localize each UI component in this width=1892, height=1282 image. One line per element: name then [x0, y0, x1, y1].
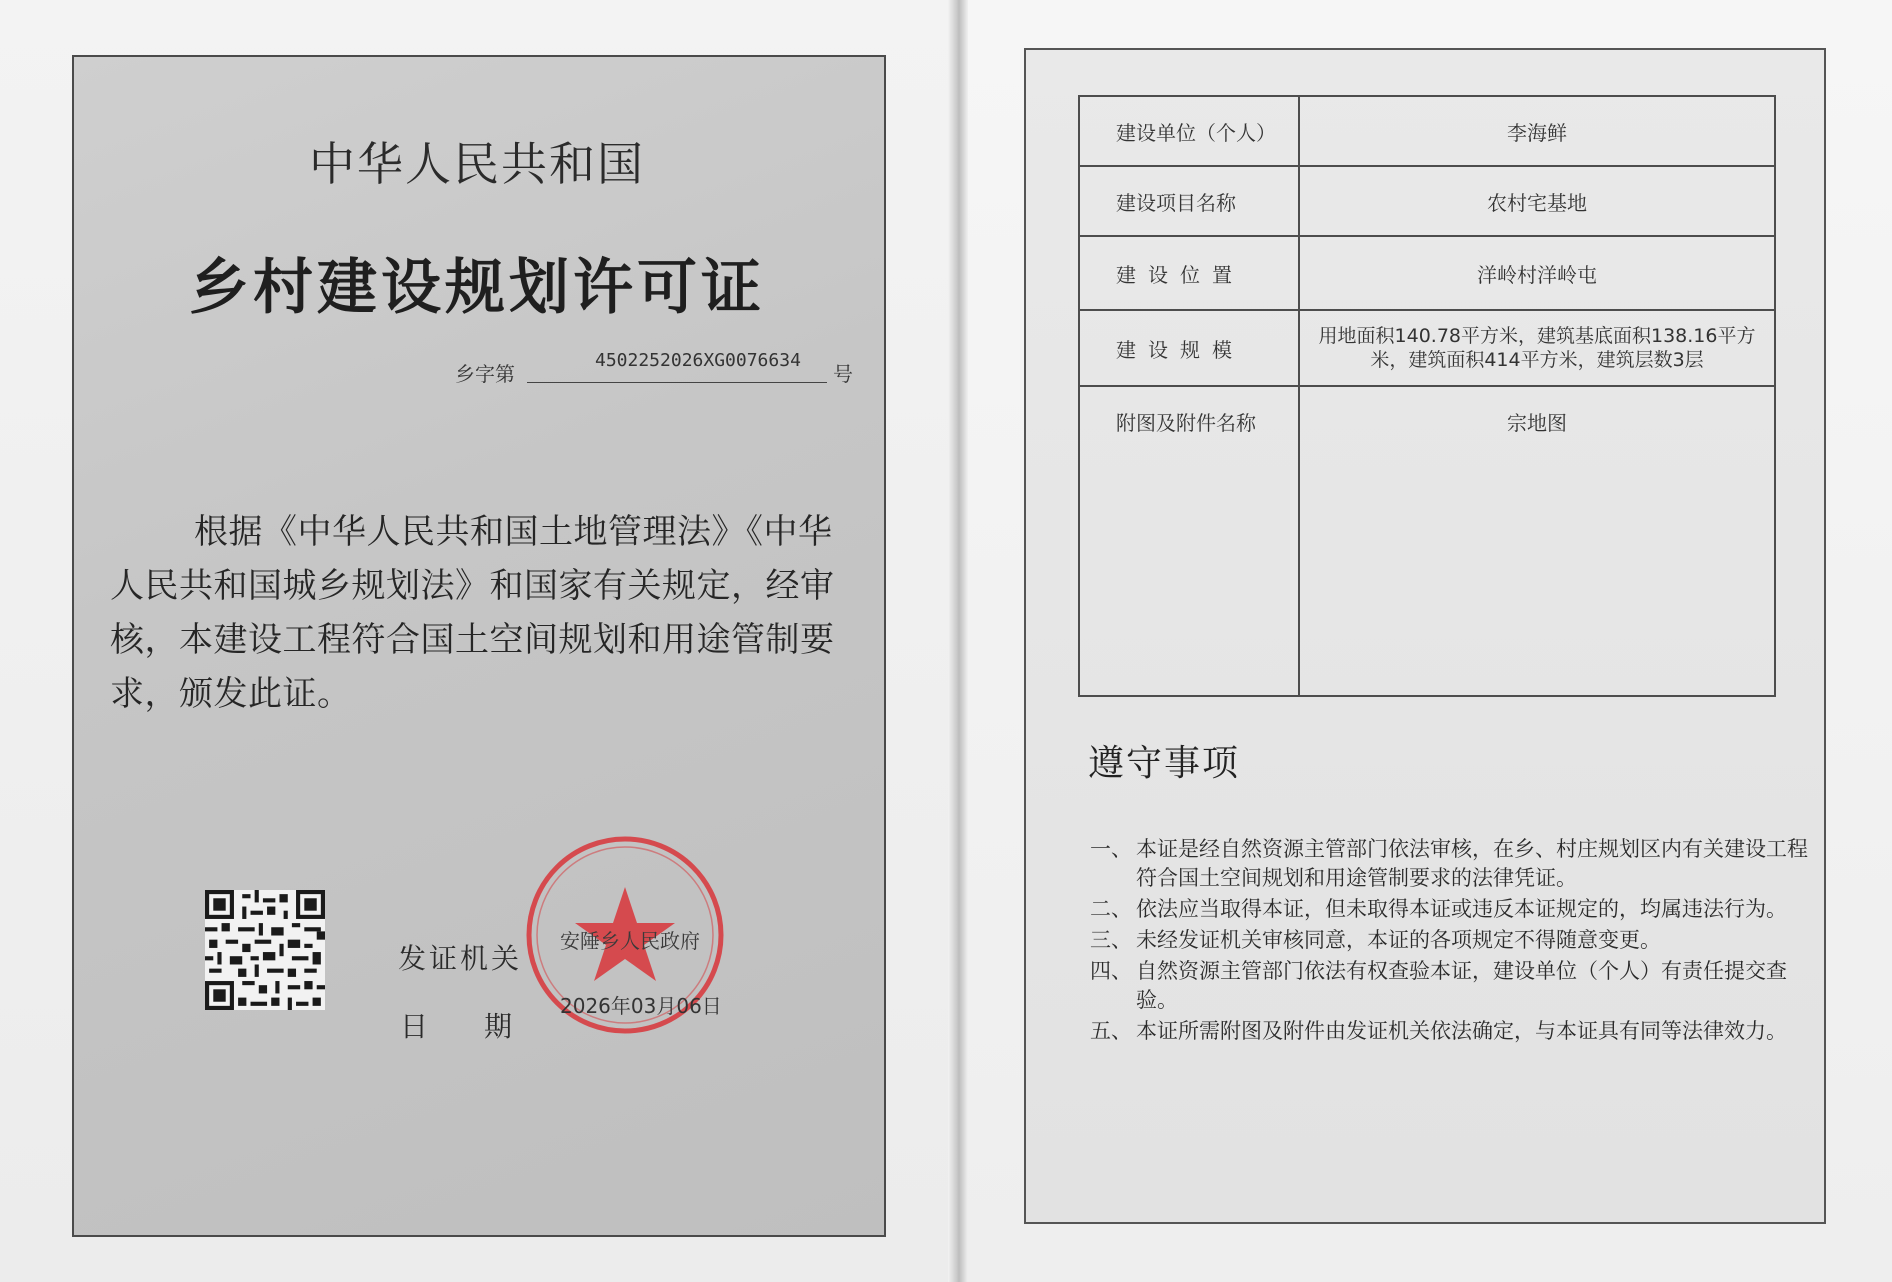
rule-number: 五、 [1090, 1019, 1132, 1043]
list-item [1090, 1017, 1810, 1046]
row-label: 建设项目名称 [1079, 166, 1299, 236]
rule-number: 一、 [1090, 837, 1132, 861]
qr-code-icon [205, 890, 325, 1010]
rule-number: 二、 [1090, 897, 1132, 921]
list-item [1090, 895, 1810, 924]
table-row [1079, 386, 1775, 696]
number-underline [527, 382, 827, 383]
number-prefix: 乡字第 [455, 362, 515, 386]
rule-text: 依法应当取得本证，但未取得本证或违反本证规定的，均属违法行为。 [1136, 897, 1787, 921]
row-label: 建设单位（个人） [1079, 96, 1299, 166]
row-label: 建设规模 [1079, 310, 1299, 386]
row-label: 建设位置 [1079, 236, 1299, 310]
rules-list [1090, 835, 1810, 1048]
row-value: 宗地图 [1299, 386, 1775, 696]
row-value: 洋岭村洋岭屯 [1299, 236, 1775, 310]
table-row [1079, 96, 1775, 166]
date-label: 日 期 [400, 1010, 513, 1043]
rules-title: 遵守事项 [1088, 743, 1241, 784]
issuer-name: 安陲乡人民政府 [560, 929, 700, 953]
certificate-number: 4502252026XG0076634 [595, 350, 801, 371]
rule-number: 三、 [1090, 928, 1132, 952]
rule-text: 本证是经自然资源主管部门依法审核，在乡、村庄规划区内有关建设工程符合国土空间规划和用途管制要求的法律凭证。 [1136, 837, 1808, 890]
issuer-label: 发证机关 [398, 942, 523, 975]
list-item [1090, 926, 1810, 955]
table-row [1079, 310, 1775, 386]
rule-text: 未经发证机关审核同意，本证的各项规定不得随意变更。 [1136, 928, 1661, 952]
certificate-number-row [455, 350, 855, 386]
row-value: 农村宅基地 [1299, 166, 1775, 236]
rule-text: 自然资源主管部门依法有权查验本证，建设单位（个人）有责任提交查验。 [1136, 959, 1787, 1012]
list-item [1090, 835, 1810, 893]
certificate-body-text: 根据《中华人民共和国土地管理法》《中华人民共和国城乡规划法》和国家有关规定，经审核，本建设工程符合国土空间规划和用途管制要求，颁发此证。 [110, 512, 835, 714]
rule-text: 本证所需附图及附件由发证机关依法确定，与本证具有同等法律效力。 [1136, 1019, 1787, 1043]
book-fold [948, 0, 968, 1282]
row-value: 李海鲜 [1299, 96, 1775, 166]
rule-number: 四、 [1090, 959, 1132, 983]
row-value: 用地面积140.78平方米，建筑基底面积138.16平方米，建筑面积414平方米，建筑层数3层 [1299, 310, 1775, 386]
issue-date: 2026年03月06日 [560, 994, 722, 1018]
project-info-table [1078, 95, 1776, 697]
row-label: 附图及附件名称 [1079, 386, 1299, 696]
list-item [1090, 957, 1810, 1015]
number-suffix: 号 [833, 362, 853, 386]
table-row [1079, 166, 1775, 236]
country-name: 中华人民共和国 [309, 137, 645, 191]
table-row [1079, 236, 1775, 310]
certificate-title: 乡村建设规划许可证 [189, 253, 765, 323]
